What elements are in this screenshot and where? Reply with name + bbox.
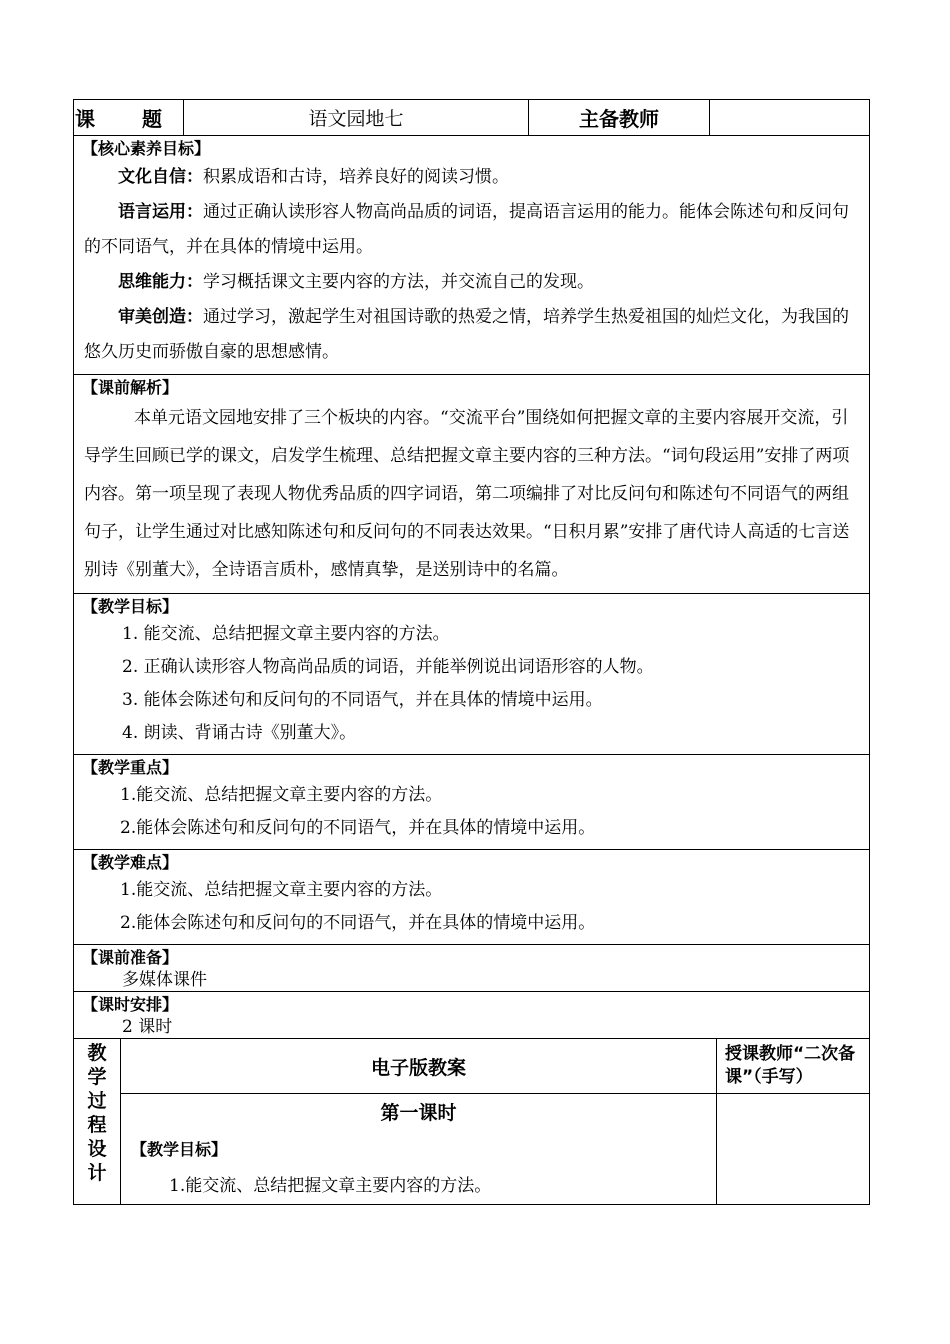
schedule-text: 2 课时 [122,1017,173,1037]
process-table [73,1038,870,1205]
core-item-label: 语言运用： [118,202,203,222]
difficulty-item: 2.能体会陈述句和反问句的不同语气，并在具体的情境中运用。 [120,913,596,933]
handwritten-notes-area[interactable] [717,1094,870,1205]
objective-item: 2. 正确认读形容人物高尚品质的词语，并能举例说出词语形容的人物。 [122,657,654,677]
lesson-title: 第一课时 [380,1102,457,1124]
header-row [74,100,870,136]
key-points-section [74,755,870,850]
process-body-row [74,1094,870,1205]
subject-label: 课 题 [74,100,184,136]
objective-item: 1. 能交流、总结把握文章主要内容的方法。 [122,624,450,644]
analysis-text: 本单元语文园地安排了三个板块的内容。“交流平台”围绕如何把握文章的主要内容展开交流，引导学生回顾已学的课文，启发学生梳理、总结把握文章主要内容的三种方法。“词句段运用”安排了两项内容。第一项呈现了表现人物优秀品质的四字词语，第二项编排了对比反问句和陈述句不同语气的两组句子，让学生通过对比感知陈述句和反问句的不同表达效果。“日积月累”安排了唐代诗人高适的七言送别诗《别董大》，全诗语言质朴，感情真挚，是送别诗中的名篇。 [84,408,850,580]
core-item [84,160,859,195]
teacher-value [710,100,870,136]
process-objective-title: 【教学目标】 [131,1140,228,1159]
difficulties-title: 【教学难点】 [82,853,179,872]
lesson-plan-sheet [73,99,869,1205]
core-item [84,300,859,370]
objective-item: 4. 朗读、背诵古诗《别董大》。 [122,723,357,743]
core-item-text: 通过学习，激起学生对祖国诗歌的热爱之情，培养学生热爱祖国的灿烂文化，为我国的悠久历史而骄傲自豪的思想感情。 [84,307,849,362]
process-side-label: 教 学 过 程 设 计 [74,1039,121,1205]
preparation-text: 多媒体课件 [122,970,207,990]
key-point-item: 2.能体会陈述句和反问句的不同语气，并在具体的情境中运用。 [120,818,596,838]
core-item-text: 通过正确认读形容人物高尚品质的词语，提高语言运用的能力。能体会陈述句和反问句的不同语气，并在具体的情境中运用。 [84,202,849,257]
lesson-plan-table [73,99,870,1039]
core-item-label: 审美创造： [118,307,203,327]
objectives-section [74,594,870,755]
difficulty-item: 1.能交流、总结把握文章主要内容的方法。 [120,880,443,900]
preparation-title: 【课前准备】 [82,948,179,967]
objective-item: 3. 能体会陈述句和反问句的不同语气，并在具体的情境中运用。 [122,690,603,710]
subject-value: 语文园地七 [184,100,529,136]
ebook-title: 电子版教案 [121,1039,717,1094]
core-item-text: 积累成语和古诗，培养良好的阅读习惯。 [203,167,509,187]
core-item [84,195,859,265]
core-item-label: 文化自信： [118,167,203,187]
analysis-section [74,375,870,594]
core-section [74,136,870,375]
objectives-title: 【教学目标】 [82,597,179,616]
process-header-row [74,1039,870,1094]
preparation-section [74,945,870,992]
analysis-title: 【课前解析】 [82,378,179,397]
teacher-label: 主备教师 [529,100,710,136]
core-item-text: 学习概括课文主要内容的方法，并交流自己的发现。 [203,272,594,292]
key-point-item: 1.能交流、总结把握文章主要内容的方法。 [120,785,443,805]
difficulties-section [74,850,870,945]
schedule-section [74,992,870,1039]
second-prep-title: 授课教师“二次备课”（手写） [717,1039,870,1094]
core-item [84,265,859,300]
core-title: 【核心素养目标】 [82,139,211,158]
schedule-title: 【课时安排】 [82,995,179,1014]
core-item-label: 思维能力： [118,272,203,292]
key-points-title: 【教学重点】 [82,758,179,777]
process-objective-item: 1.能交流、总结把握文章主要内容的方法。 [169,1176,492,1196]
